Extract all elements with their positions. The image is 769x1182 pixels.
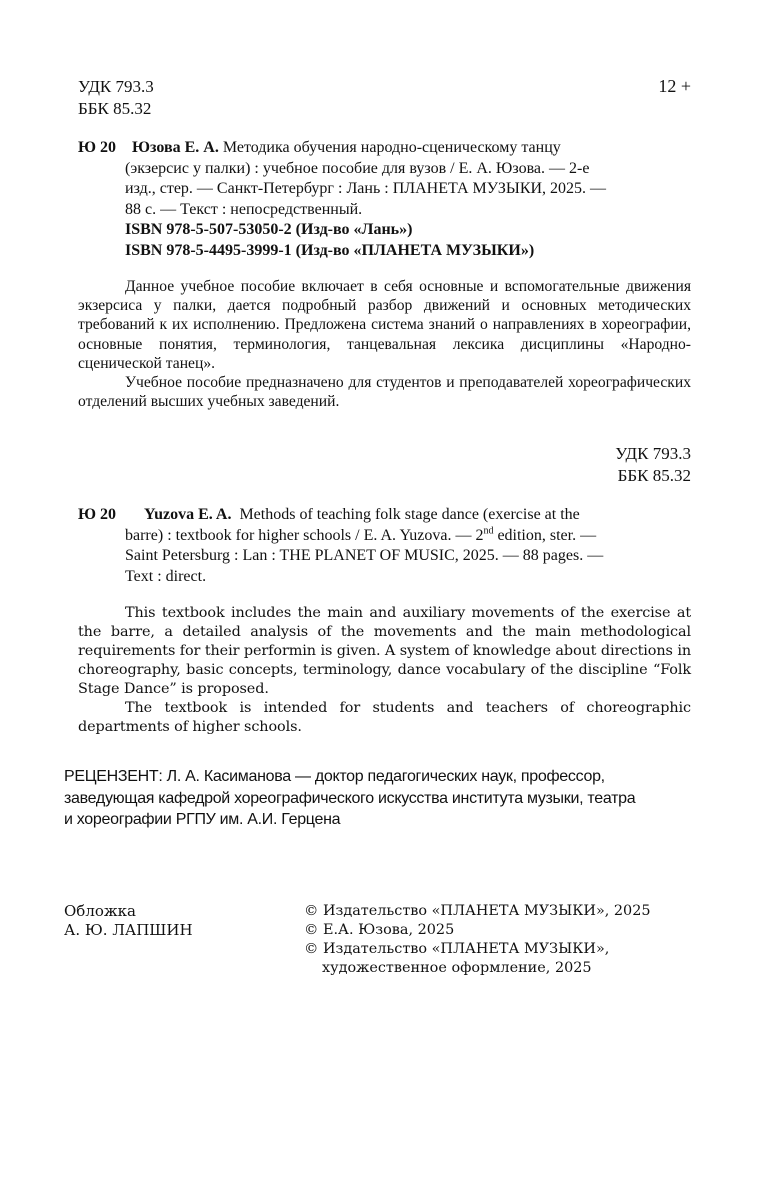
ru-entry-code: Ю 20: [78, 139, 117, 156]
en-abstract-p1: This textbook includes the main and auxiliary movements of the exercise at the barre, a detailed analysis of the movements and the main methodological requirements for their performin is given. A system of knowledge about directions in choreography, basic concepts, terminology, dance vocabulary of the discipline “Folk Stage Dance” is proposed.: [78, 605, 691, 697]
copyright-line: © Издательство «ПЛАНЕТА МУЗЫКИ», 2025: [304, 903, 651, 919]
reviewer-line2: заведующая кафедрой хореографического искусства института музыки, театра: [64, 789, 636, 807]
ru-isbn-lan: ISBN 978-5-507-53050-2 (Изд-во «Лань»): [125, 221, 413, 239]
udk-code: УДК 793.3: [78, 77, 154, 96]
en-abstract: [78, 604, 691, 737]
reviewer-line1: РЕЦЕНЗЕНТ: Л. А. Касиманова — доктор педагогических наук, профессор,: [64, 768, 605, 785]
copyright-line: © Издательство «ПЛАНЕТА МУЗЫКИ», художественное оформление, 2025: [304, 941, 610, 976]
ru-entry-author: Юзова Е. А.: [132, 139, 219, 156]
udk-bbk-right: [615, 443, 691, 487]
ru-abstract: [78, 277, 691, 411]
cover-designer: А. Ю. ЛАПШИН: [64, 921, 193, 939]
age-rating: 12 +: [658, 76, 691, 96]
copyright-block: [304, 902, 662, 978]
en-abstract-p2: The textbook is intended for students and teachers of choreographic departments of higher schools.: [78, 700, 691, 735]
cover-label: Обложка: [64, 902, 137, 920]
en-entry-line4: Text : direct.: [125, 567, 207, 585]
ru-entry-line2: (экзерсис у палки) : учебное пособие для вузов / Е. А. Юзова. — 2-е: [125, 159, 590, 177]
ru-abstract-p1: Данное учебное пособие включает в себя основные и вспомогательные движения экзерсиса у палки, дается подробный разбор движений и основных методических требований к их исполнению. Предложена система знаний о направлениях в хореографии, основные понятия, терминология, танцевальная лексика дисциплины «Народно-сценической танец».: [78, 278, 691, 372]
en-entry-author: Yuzova E. A.: [144, 506, 232, 523]
en-entry-sup: nd: [483, 525, 494, 537]
en-entry-title: Methods of teaching folk stage dance (exercise at the: [239, 506, 580, 523]
en-entry-code: Ю 20: [78, 506, 117, 523]
en-entry-line2a: barre) : textbook for higher schools / E. A. Yuzova. — 2: [125, 526, 484, 544]
reviewer-block: [64, 766, 704, 831]
en-entry-line3: Saint Petersburg : Lan : THE PLANET OF MUSIC, 2025. — 88 pages. —: [125, 547, 604, 565]
ru-abstract-p2: Учебное пособие предназначено для студентов и преподавателей хореографических отделений высших учебных заведений.: [78, 374, 691, 411]
reviewer-line3: и хореографии РГПУ им. А.И. Герцена: [64, 811, 341, 828]
ru-isbn-planeta: ISBN 978-5-4495-3999-1 (Изд-во «ПЛАНЕТА МУЗЫКИ»): [125, 241, 535, 259]
udk-code-right: УДК 793.3: [615, 444, 691, 463]
udk-bbk-header: [78, 76, 154, 120]
en-entry-line2b: edition, ster. —: [493, 526, 597, 544]
ru-entry-title: Методика обучения народно-сценическому танцу: [222, 139, 561, 156]
ru-entry-line4: 88 с. — Текст : непосредственный.: [125, 200, 363, 218]
copyright-line: © Е.А. Юзова, 2025: [304, 922, 455, 938]
ru-entry-line3: изд., стер. — Санкт-Петербург : Лань : ПЛАНЕТА МУЗЫКИ, 2025. —: [125, 180, 607, 198]
ru-bibliographic-entry: [78, 138, 691, 262]
cover-credit: [64, 902, 193, 940]
bbk-code: ББК 85.32: [78, 99, 152, 118]
en-bibliographic-entry: [78, 505, 691, 587]
bbk-code-right: ББК 85.32: [617, 466, 691, 485]
